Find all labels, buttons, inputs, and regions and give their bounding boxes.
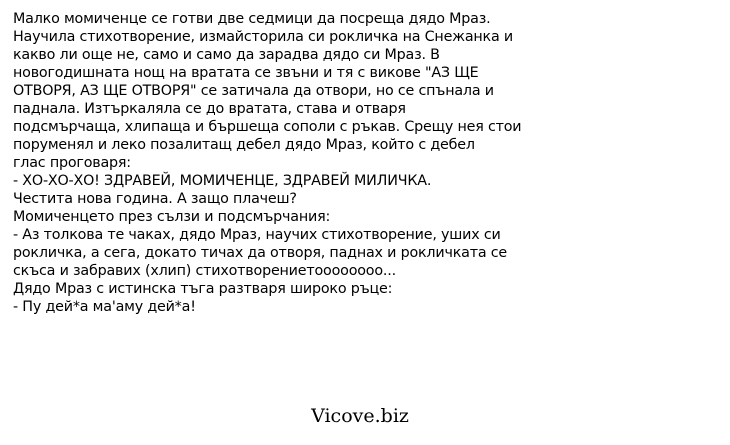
joke-line: какво ли още не, само и само да зарадва дядо си Мраз. В [13,47,440,63]
joke-line: скъса и забравих (хлип) стихотворениетоооооооо... [13,263,396,279]
joke-line: - ХО-ХО-ХО! ЗДРАВЕЙ, МОМИЧЕНЦЕ, ЗДРАВЕЙ МИЛИЧКА. [13,173,432,189]
joke-line: Малко момиченце се готви две седмици да посреща дядо Мраз. [13,11,491,27]
joke-line: - Аз толкова те чаках, дядо Мраз, научих стихотворение, уших си [13,227,501,243]
joke-line: Дядо Мраз с истинска тъга разтваря широко ръце: [13,281,393,297]
joke-line: Честита нова година. А защо плачеш? [13,191,297,207]
joke-line: подсмърчаща, хлипаща и бършеща сополи с ръкав. Срещу нея стои [13,119,522,135]
site-watermark: Vicove.biz [311,405,409,427]
joke-line: Научила стихотворение, измайсторила си рокличка на Снежанка и [13,29,513,45]
joke-text [13,10,573,316]
joke-line: новогодишната нощ на вратата се звъни и тя с викове "АЗ ЩЕ [13,65,479,81]
joke-line: поруменял и леко позалитащ дебел дядо Мраз, който с дебел [13,137,475,153]
joke-line: паднала. Изтъркаляла се до вратата, става и отваря [13,101,406,117]
joke-line: глас проговаря: [13,155,131,171]
joke-line: ОТВОРЯ, АЗ ЩЕ ОТВОРЯ" се затичала да отвори, но се спънала и [13,83,494,99]
joke-line: Момиченцето през сълзи и подсмърчания: [13,209,331,225]
joke-line: рокличка, а сега, докато тичах да отворя, паднах и рокличката се [13,245,507,261]
joke-line: - Пу дей*а ма'аму дей*а! [13,299,196,315]
